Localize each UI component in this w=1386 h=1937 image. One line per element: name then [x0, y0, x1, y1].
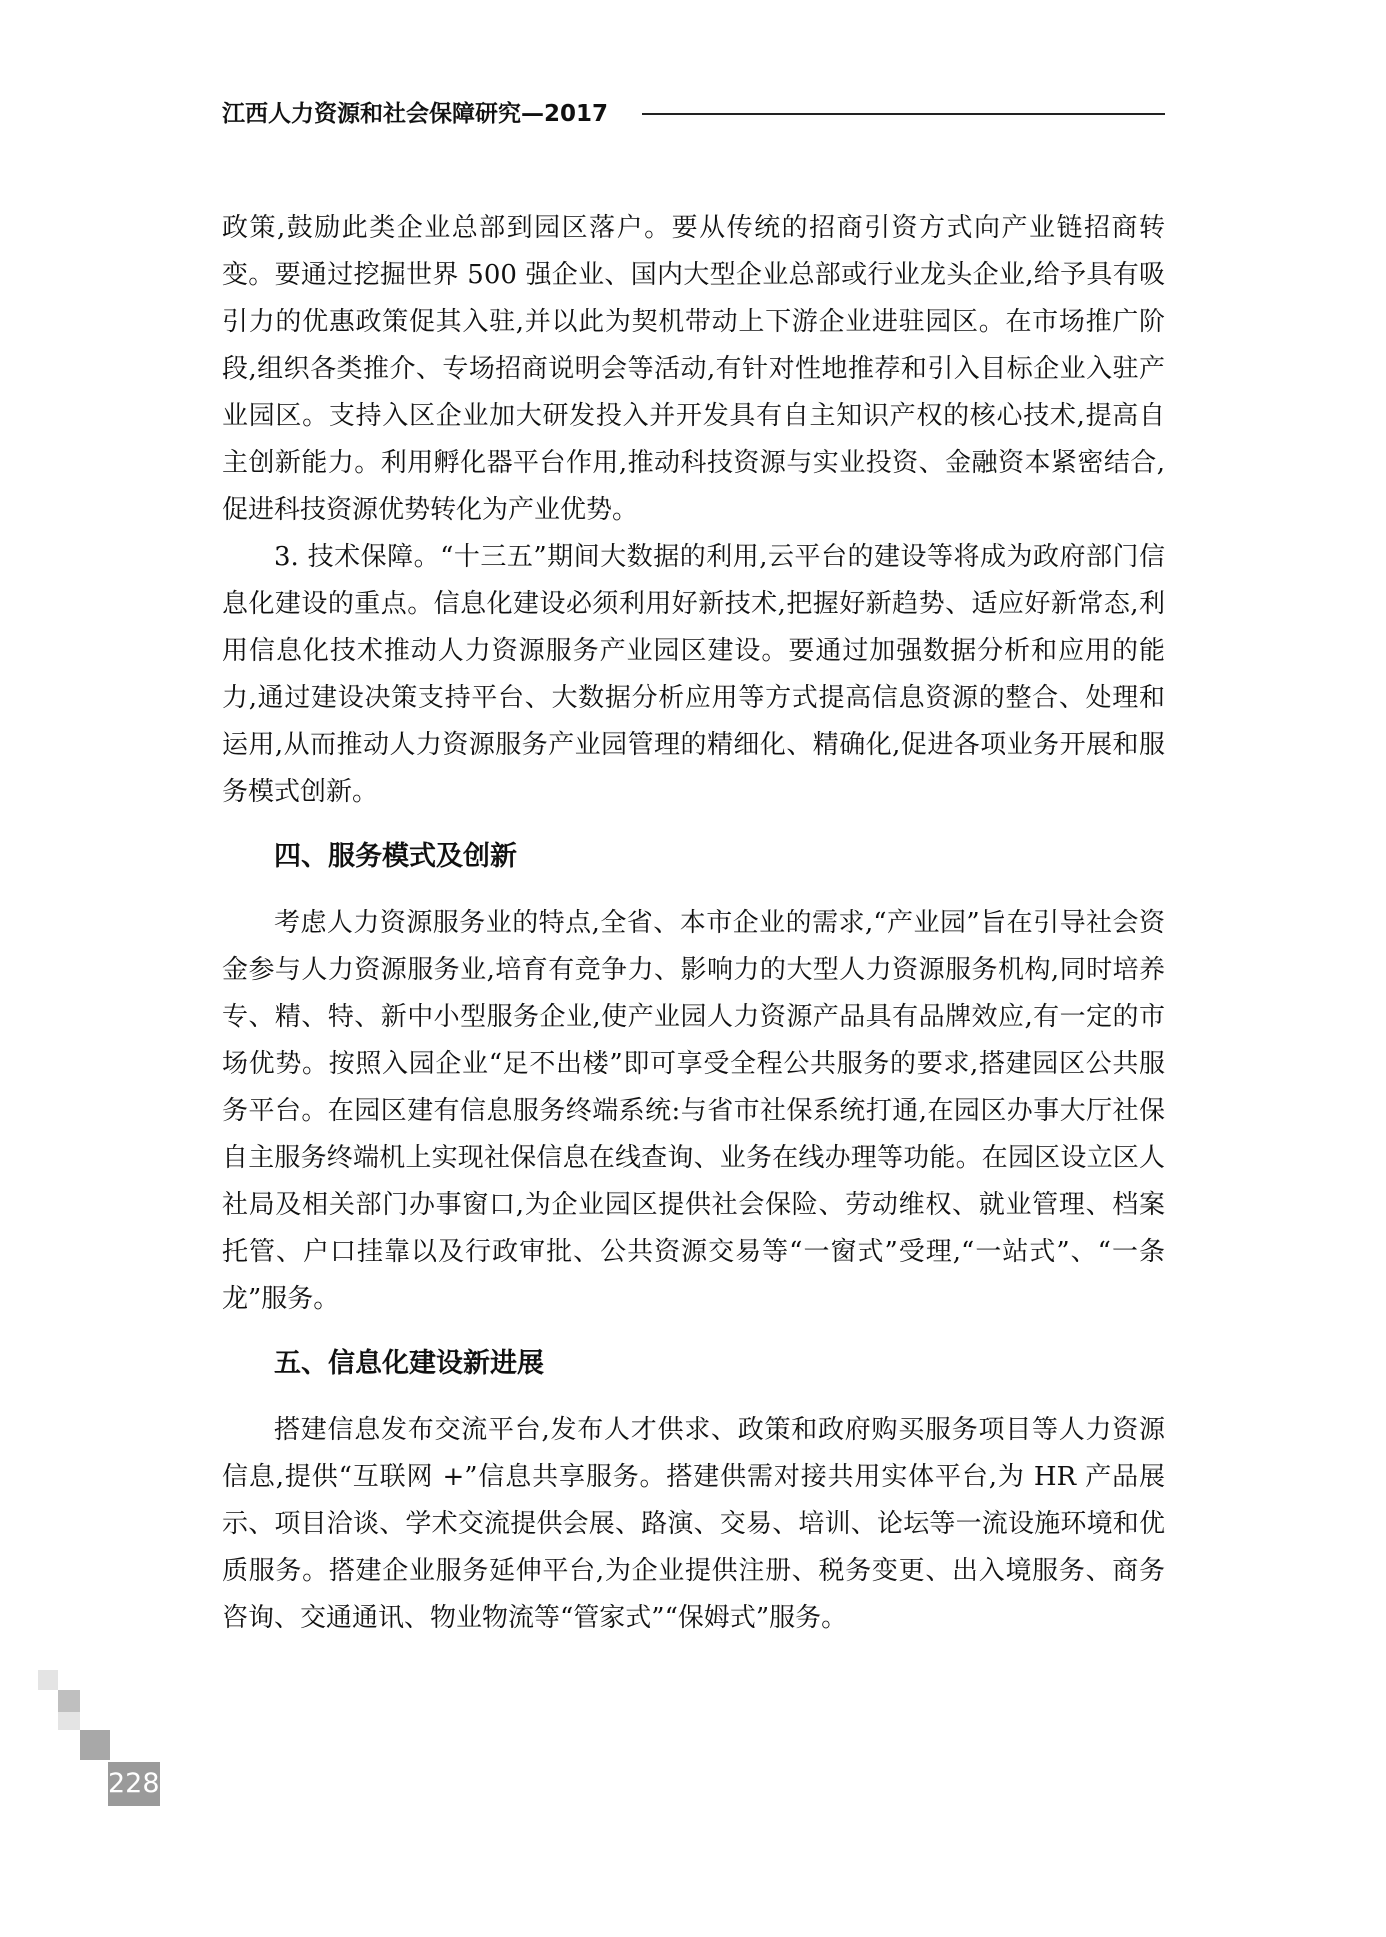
section-heading: 五、信息化建设新进展: [274, 1348, 544, 1379]
body-paragraph: 政策,鼓励此类企业总部到园区落户。要从传统的招商引资方式向产业链招商转变。要通过挖掘世界 500 强企业、国内大型企业总部或行业龙头企业,给予具有吸引力的优惠政策促其入驻,并以此为契机带动上下游企业进驻园区。在市场推广阶段,组织各类推介、专场招商说明会等活动,有针对性地推荐和引入目标企业入驻产业园区。支持入区企业加大研发投入并开发具有自主知识产权的核心技术,提高自主创新能力。利用孵化器平台作用,推动科技资源与实业投资、金融资本紧密结合,促进科技资源优势转化为产业优势。: [222, 213, 1165, 525]
page-header: [222, 96, 1165, 132]
section-heading: 四、服务模式及创新: [274, 841, 517, 872]
body-paragraph: 考虑人力资源服务业的特点,全省、本市企业的需求,“产业园”旨在引导社会资金参与人力资源服务业,培育有竞争力、影响力的大型人力资源服务机构,同时培养专、精、特、新中小型服务企业,使产业园人力资源产品具有品牌效应,有一定的市场优势。按照入园企业“足不出楼”即可享受全程公共服务的要求,搭建园区公共服务平台。在园区建有信息服务终端系统:与省市社保系统打通,在园区办事大厅社保自主服务终端机上实现社保信息在线查询、业务在线办理等功能。在园区设立区人社局及相关部门办事窗口,为企业园区提供社会保险、劳动维权、就业管理、档案托管、户口挂靠以及行政审批、公共资源交易等“一窗式”受理,“一站式”、“一条龙”服务。: [222, 908, 1165, 1314]
page-number: 228: [108, 1768, 160, 1799]
decorative-square: [38, 1670, 58, 1690]
body-paragraph: 搭建信息发布交流平台,发布人才供求、政策和政府购买服务项目等人力资源信息,提供“互联网 +”信息共享服务。搭建供需对接共用实体平台,为 HR 产品展示、项目洽谈、学术交流提供会展、路演、交易、培训、论坛等一流设施环境和优质服务。搭建企业服务延伸平台,为企业提供注册、税务变更、出入境服务、商务咨询、交通通讯、物业物流等“管家式”“保姆式”服务。: [222, 1415, 1165, 1633]
decorative-square: [58, 1712, 80, 1730]
header-rule: [642, 113, 1165, 115]
body-paragraph: 3. 技术保障。“十三五”期间大数据的利用,云平台的建设等将成为政府部门信息化建设的重点。信息化建设必须利用好新技术,把握好新趋势、适应好新常态,利用信息化技术推动人力资源服务产业园区建设。要通过加强数据分析和应用的能力,通过建设决策支持平台、大数据分析应用等方式提高信息资源的整合、处理和运用,从而推动人力资源服务产业园管理的精细化、精确化,促进各项业务开展和服务模式创新。: [222, 542, 1165, 807]
page-body: [222, 205, 1165, 1642]
decorative-square: [80, 1730, 110, 1760]
decorative-square: [58, 1690, 80, 1712]
running-header-title: 江西人力资源和社会保障研究—2017: [222, 101, 609, 127]
